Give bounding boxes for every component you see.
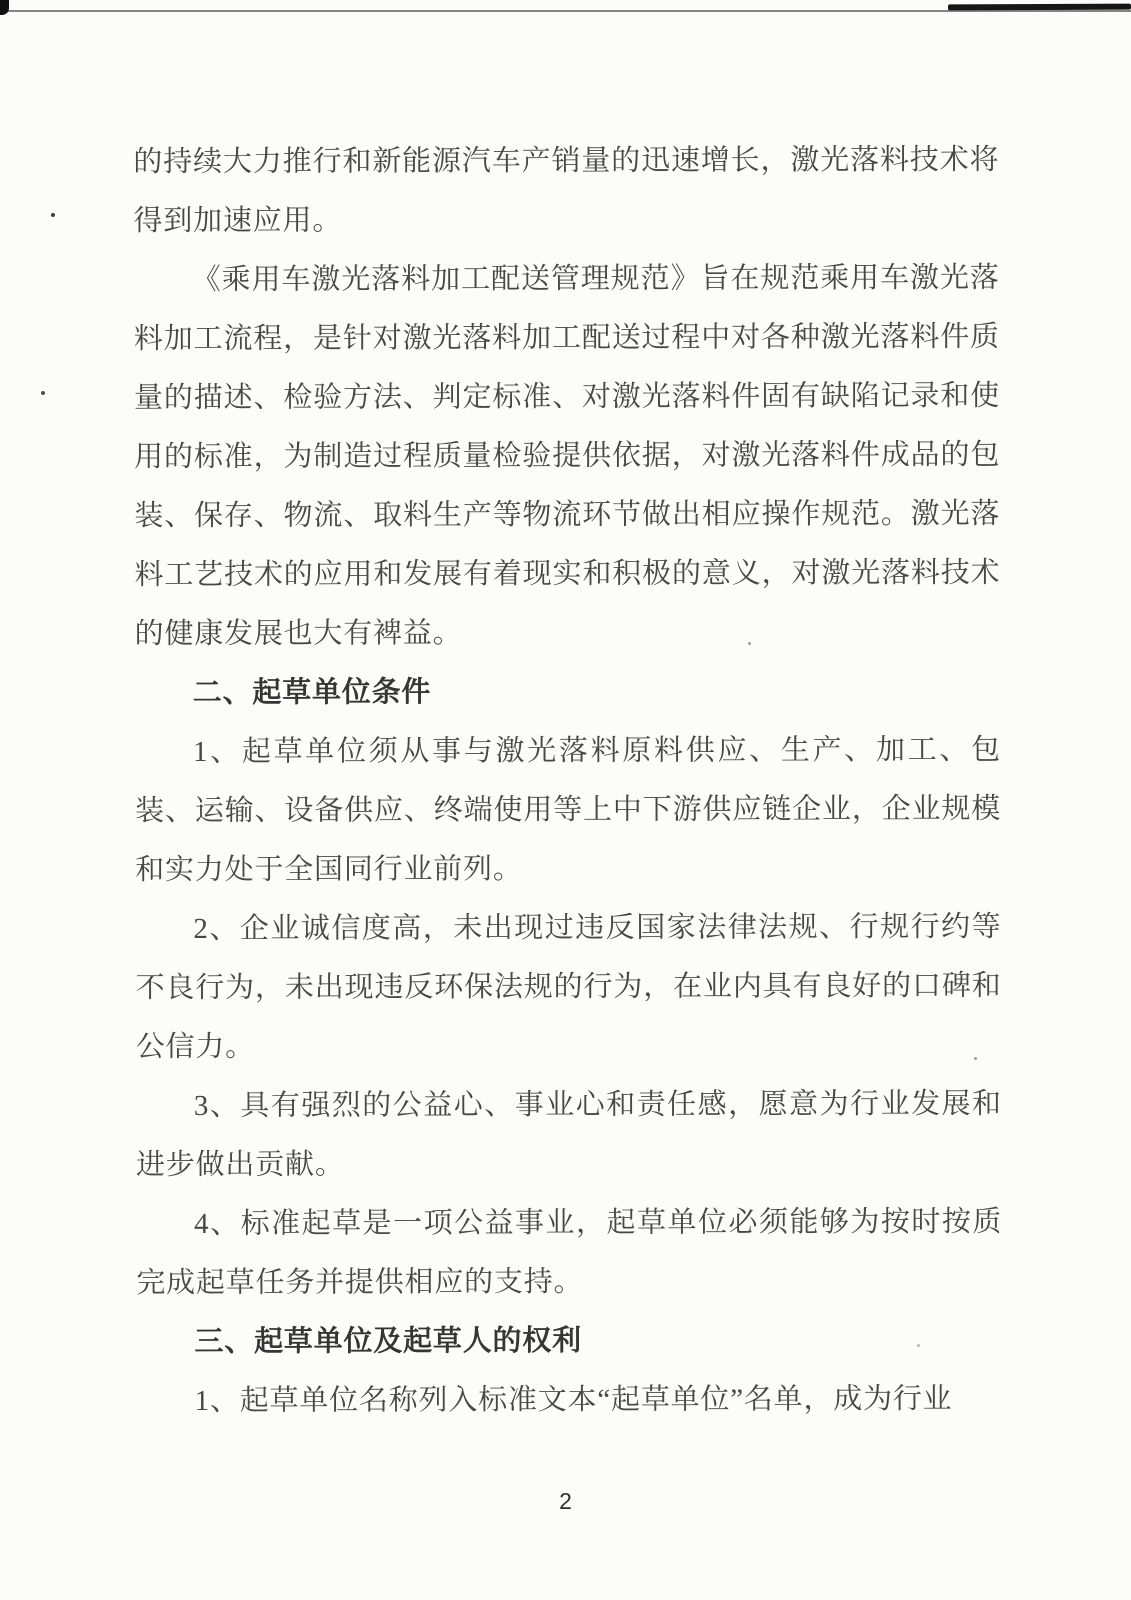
section-heading-3: 三、起草单位及起草人的权利 <box>194 1324 582 1358</box>
scan-artifact-top-right-streak <box>948 4 1131 11</box>
page-number: 2 <box>559 1488 572 1514</box>
paragraph-rights-item-1: 1、起草单位名称列入标准文本“起草单位”名单，成为行业 <box>194 1382 953 1417</box>
paragraph-item-4: 4、标准起草是一项公益事业，起草单位必须能够为按时按质完成起草任务并提供相应的支持。 <box>136 1205 1003 1300</box>
scan-artifact-top-left-corner <box>0 0 9 15</box>
paragraph-continuation: 的持续大力推行和新能源汽车产销量的迅速增长，激光落料技术将得到加速应用。 <box>133 143 1000 238</box>
section-heading-2: 二、起草单位条件 <box>192 676 432 709</box>
document-body <box>133 131 1002 1431</box>
paragraph-item-3: 3、具有强烈的公益心、事业心和责任感，愿意为行业发展和进步做出贡献。 <box>135 1087 1002 1182</box>
paragraph-item-1: 1、起草单位须从事与激光落料原料供应、生产、加工、包装、运输、设备供应、终端使用等上中下游供应链企业，企业规模和实力处于全国同行业前列。 <box>135 733 1002 887</box>
scan-speck <box>51 213 55 217</box>
paragraph-item-2: 2、企业诚信度高，未出现过违反国家法律法规、行规行约等不良行为，未出现违反环保法规的行为，在业内具有良好的口碑和公信力。 <box>135 910 1002 1064</box>
scan-speck <box>41 391 45 395</box>
paragraph-scope-intro: 《乘用车激光落料加工配送管理规范》旨在规范乘用车激光落料加工流程，是针对激光落料加工配送过程中对各种激光落料件质量的描述、检验方法、判定标准、对激光落料件固有缺陷记录和使用的标准，为制造过程质量检验提供依据，对激光落料件成品的包装、保存、物流、取料生产等物流环节做出相应操作规范。激光落料工艺技术的应用和发展有着现实和积极的意义，对激光落料技术的健康发展也大有裨益。 <box>133 261 1001 651</box>
